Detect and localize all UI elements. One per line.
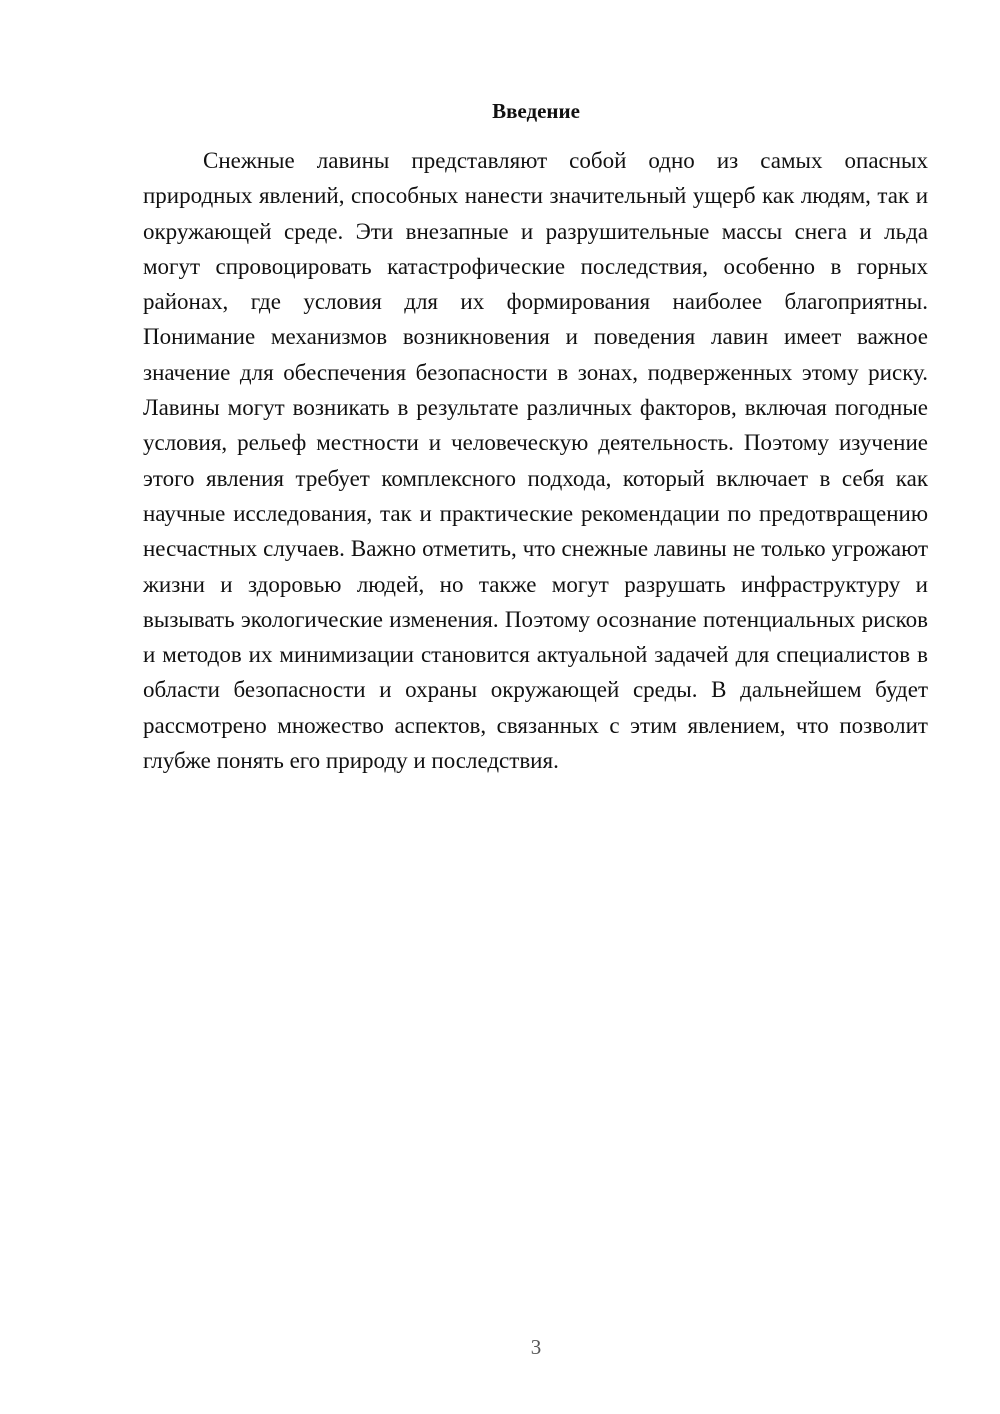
page-number: 3 [530, 1335, 542, 1359]
intro-paragraph: Снежные лавины представляют собой одно из самых опасных природных явлений, способных нанести значительный ущерб как людям, так и окружающей среде. Эти внезапные и разрушительные массы снега и льда могут спровоцировать катастрофические последствия, особенно в горных районах, где условия для их формирования наиболее благоприятны. Понимание механизмов возникновения и поведения лавин имеет важное значение для обеспечения безопасности в зонах, подверженных этому риску. Лавины могут возникать в результате различных факторов, включая погодные условия, рельеф местности и человеческую деятельность. Поэтому изучение этого явления требует комплексного подхода, который включает в себя как научные исследования, так и практические рекомендации по предотвращению несчастных случаев. Важно отметить, что снежные лавины не только угрожают жизни и здоровью людей, но также могут разрушать инфраструктуру и вызывать экологические изменения. Поэтому осознание потенциальных рисков и методов их минимизации становится актуальной задачей для специалистов в области безопасности и охраны окружающей среды. В дальнейшем будет рассмотрено множество аспектов, связанных с этим явлением, что позволит глубже понять его природу и последствия. [143, 148, 928, 774]
page-title: Введение [492, 99, 580, 123]
